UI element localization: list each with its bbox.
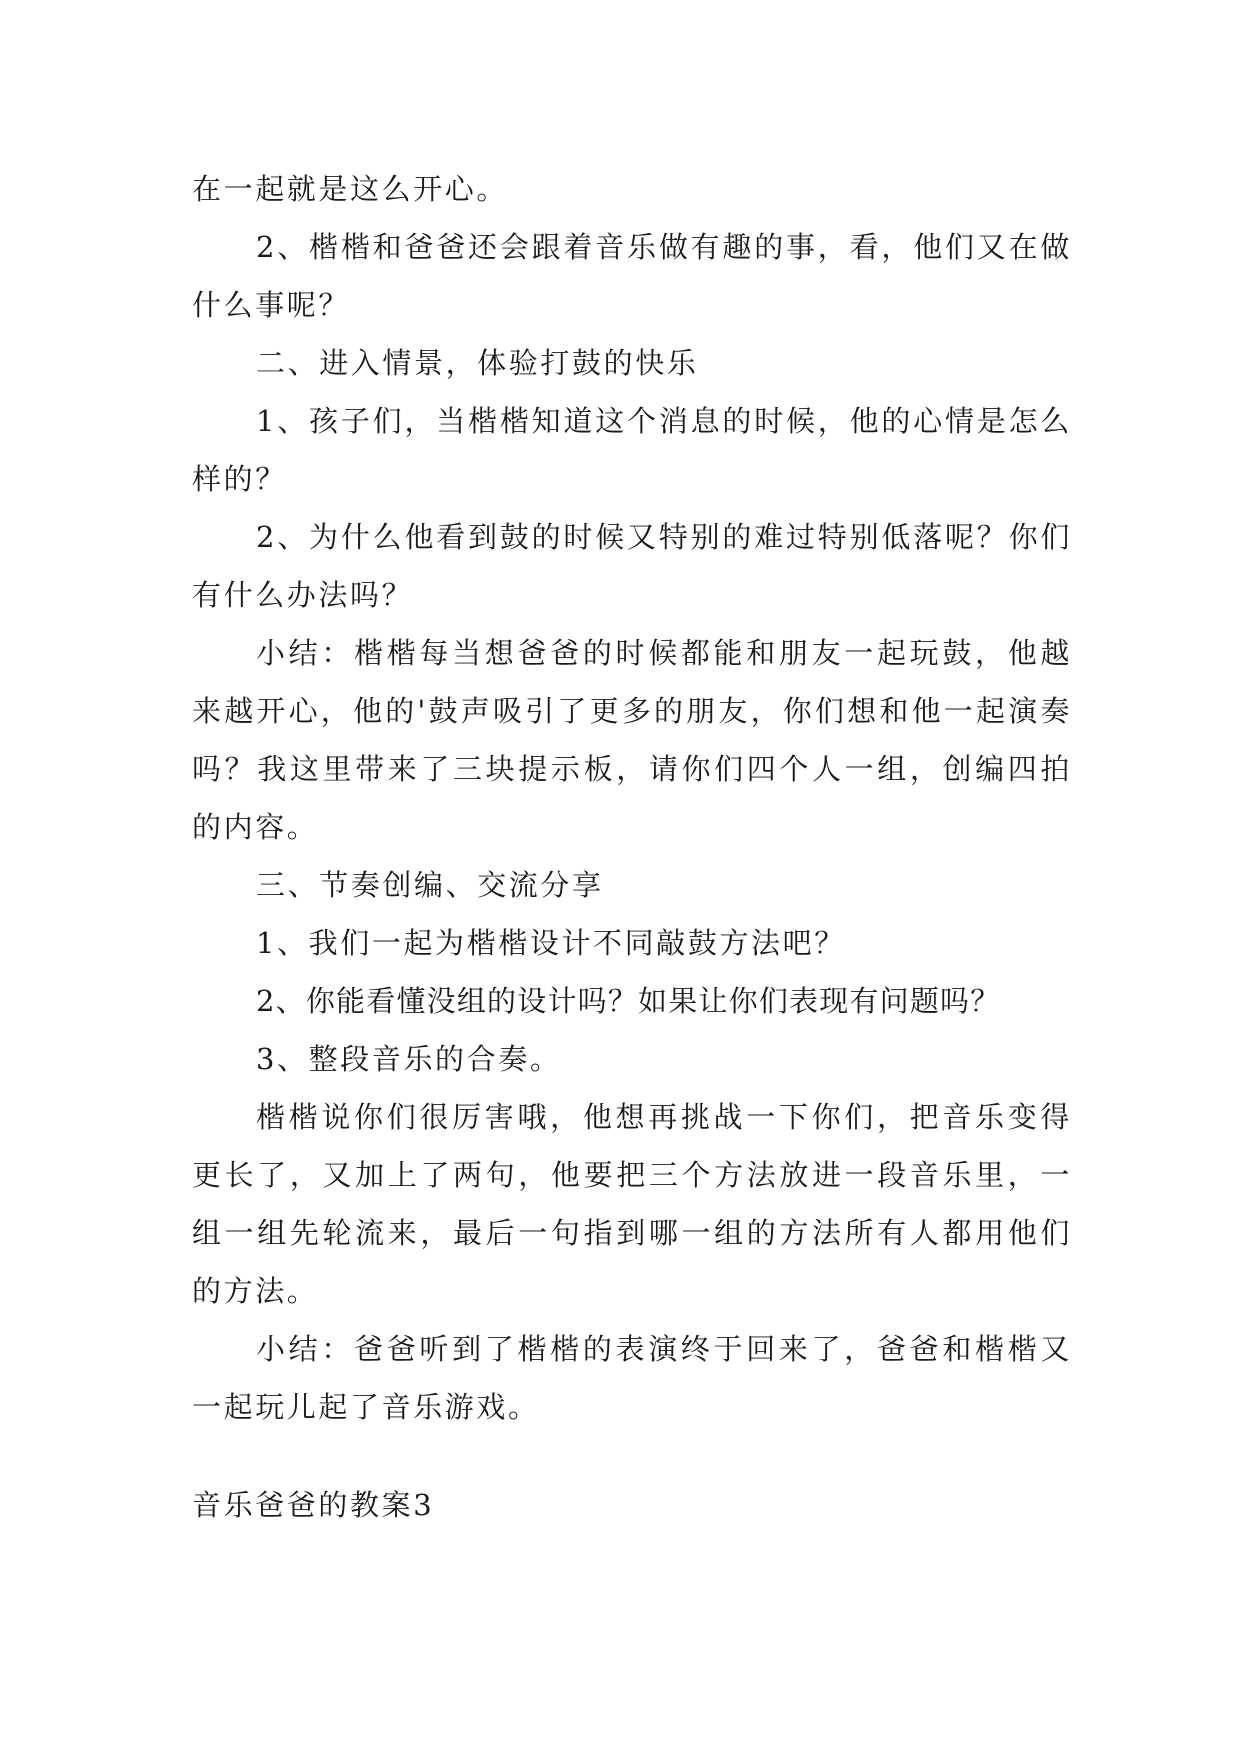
paragraph-body: 楷楷说你们很厉害哦，他想再挑战一下你们，把音乐变得更长了，又加上了两句，他要把三个方法放进一段音乐里，一组一组先轮流来，最后一句指到哪一组的方法所有人都用他们的方法。: [192, 1100, 1072, 1308]
paragraph-item: 3、整段音乐的合奏。: [256, 1042, 562, 1076]
paragraph-summary: 小结：爸爸听到了楷楷的表演终于回来了，爸爸和楷楷又一起玩儿起了音乐游戏。: [192, 1332, 1072, 1424]
document-body: [192, 160, 1072, 1436]
next-section-title: 音乐爸爸的教案3: [192, 1488, 435, 1522]
section-heading: 三、节奏创编、交流分享: [256, 868, 604, 902]
paragraph-continuation: 在一起就是这么开心。: [192, 172, 509, 206]
section-heading: 二、进入情景，体验打鼓的快乐: [256, 346, 699, 380]
paragraph-item: 1、我们一起为楷楷设计不同敲鼓方法吧？: [256, 926, 846, 960]
paragraph-item: 2、楷楷和爸爸还会跟着音乐做有趣的事，看，他们又在做什么事呢？: [192, 230, 1072, 322]
paragraph-item: 1、孩子们，当楷楷知道这个消息的时候，他的心情是怎么样的？: [192, 404, 1072, 496]
paragraph-item: 2、你能看懂没组的设计吗？如果让你们表现有问题吗？: [256, 984, 1001, 1018]
paragraph-item: 2、为什么他看到鼓的时候又特别的难过特别低落呢？你们有什么办法吗？: [192, 520, 1072, 612]
paragraph-summary: 小结：楷楷每当想爸爸的时候都能和朋友一起玩鼓，他越来越开心，他的'鼓声吸引了更多的朋友，你们想和他一起演奏吗？我这里带来了三块提示板，请你们四个人一组，创编四拍的内容。: [192, 636, 1072, 844]
